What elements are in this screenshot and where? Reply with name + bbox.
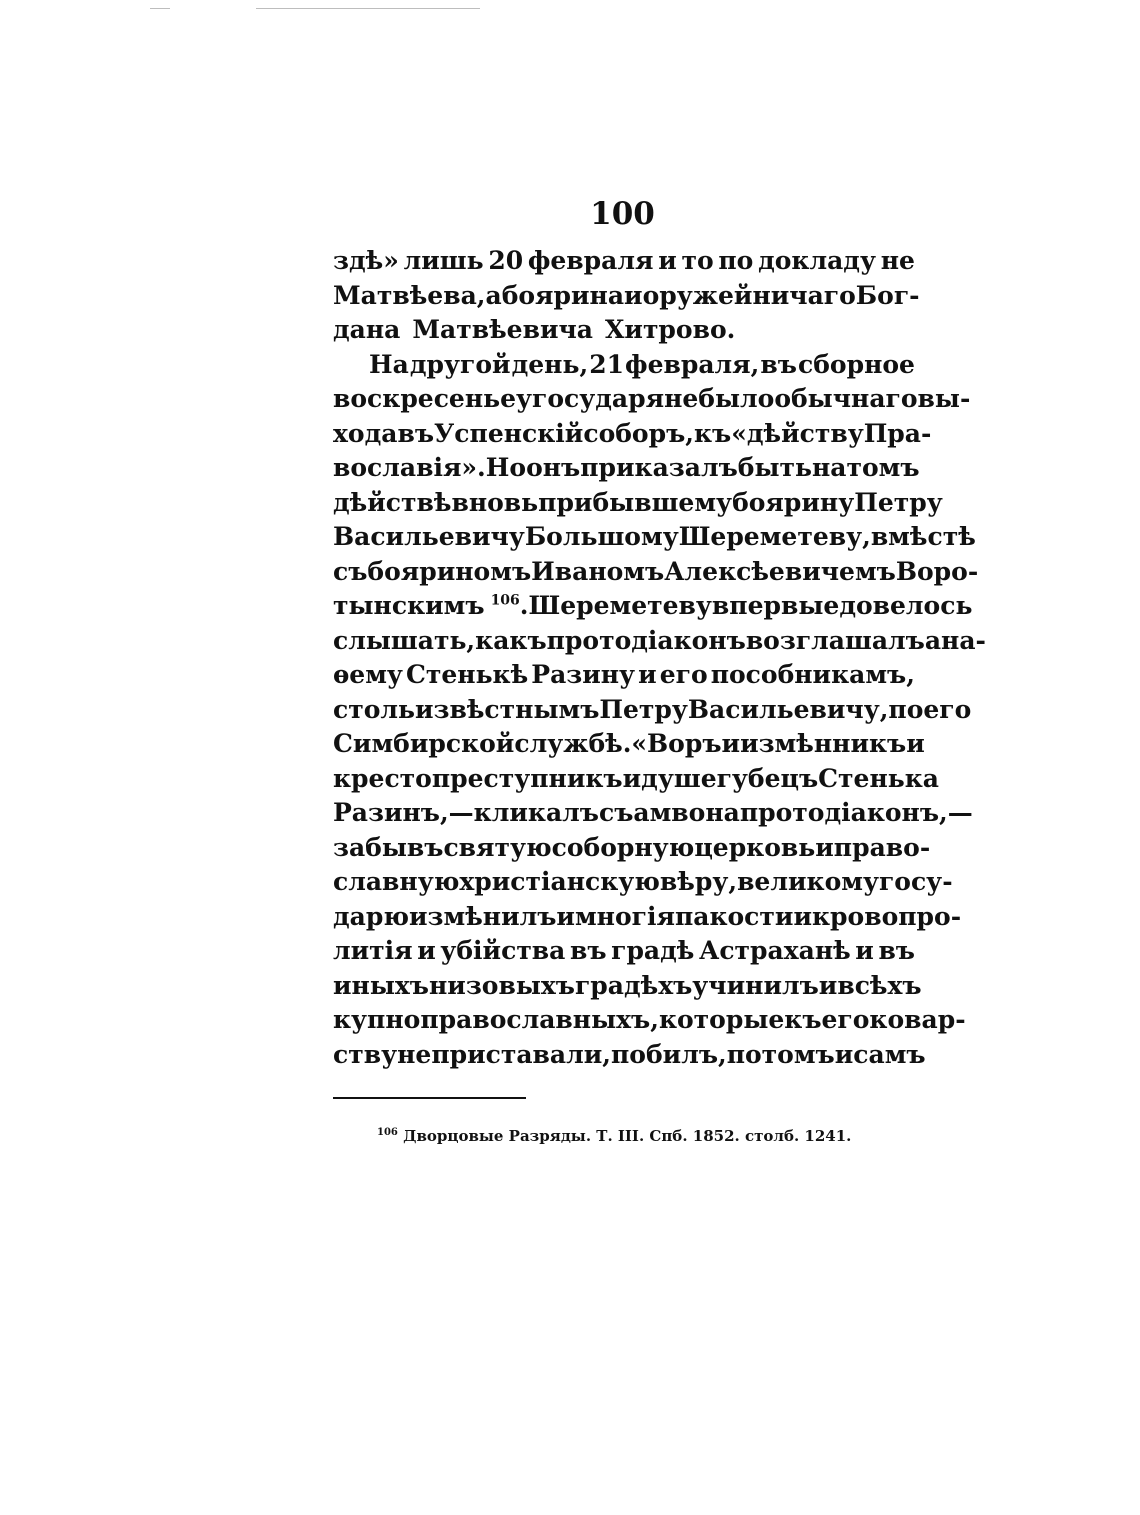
word: воскресенье bbox=[333, 384, 517, 413]
word: по bbox=[888, 694, 924, 724]
word: въ bbox=[878, 936, 915, 965]
word: право- bbox=[833, 832, 931, 862]
word: соборъ, bbox=[583, 418, 694, 448]
word: Иваномъ bbox=[531, 556, 665, 586]
word: и bbox=[622, 763, 642, 793]
text-line bbox=[333, 1003, 966, 1038]
word: прибывшему bbox=[538, 487, 733, 517]
word: бояриномъ bbox=[367, 556, 532, 586]
word: Но bbox=[485, 453, 527, 482]
word: забывъ bbox=[333, 832, 444, 862]
word: не bbox=[664, 384, 699, 413]
word: славную bbox=[333, 867, 460, 896]
word: православныхъ, bbox=[420, 1005, 659, 1034]
text-line bbox=[333, 796, 973, 831]
word: какъ bbox=[475, 625, 547, 655]
word: здѣ» bbox=[333, 246, 399, 275]
word: ѳему bbox=[333, 660, 403, 689]
word: ана- bbox=[924, 625, 986, 655]
word: побилъ, bbox=[611, 1039, 727, 1069]
word: онъ bbox=[526, 453, 581, 482]
word: великому bbox=[737, 867, 879, 896]
text-line bbox=[333, 313, 915, 348]
word: докладу bbox=[758, 246, 876, 275]
word: столь bbox=[333, 694, 415, 724]
word: и bbox=[417, 936, 436, 965]
footnote-text: Дворцовые Разряды. Т. III. Спб. 1852. столб. 1241. bbox=[403, 1127, 852, 1145]
word: Бог- bbox=[855, 280, 920, 310]
word: Большому bbox=[524, 522, 679, 551]
word: тынскимъ bbox=[333, 591, 485, 620]
text-line bbox=[333, 693, 972, 728]
word: Петру bbox=[854, 487, 943, 517]
word: ковар- bbox=[869, 1005, 966, 1034]
word: душегубецъ bbox=[641, 763, 819, 793]
word: лишь bbox=[403, 246, 484, 275]
word: томъ bbox=[846, 453, 920, 482]
word: Стенька bbox=[818, 763, 939, 793]
word: вѣру, bbox=[659, 867, 738, 896]
word: и bbox=[556, 901, 575, 931]
word: впервые bbox=[711, 591, 840, 620]
word: Шереметеву bbox=[528, 591, 712, 620]
word: его bbox=[821, 1005, 870, 1034]
word: въ bbox=[397, 418, 435, 448]
text-line bbox=[333, 865, 953, 900]
word: дѣйствѣ bbox=[333, 487, 452, 517]
word: которые bbox=[658, 1005, 785, 1034]
word: слышать, bbox=[333, 625, 476, 655]
word: пакости bbox=[674, 901, 794, 931]
scan-artifact bbox=[150, 8, 170, 9]
word: соборную bbox=[551, 832, 695, 862]
word: пособникамъ, bbox=[710, 660, 915, 689]
text-line bbox=[333, 486, 943, 521]
word: а bbox=[485, 280, 502, 310]
word: февраля, bbox=[625, 349, 760, 379]
word: и bbox=[815, 832, 834, 862]
word: и bbox=[855, 936, 874, 965]
text-line bbox=[333, 727, 925, 762]
word: службѣ. bbox=[514, 729, 632, 758]
word: крестопреступникъ bbox=[333, 763, 623, 793]
text-line bbox=[333, 624, 986, 659]
word: ству bbox=[333, 1039, 398, 1069]
text-line bbox=[333, 1038, 926, 1073]
word: день, bbox=[511, 349, 589, 379]
word: извѣстнымъ bbox=[414, 694, 600, 724]
footnote bbox=[377, 1125, 851, 1147]
word: боярину bbox=[732, 487, 855, 517]
word: учинилъ bbox=[692, 970, 819, 1000]
word: измѣнилъ bbox=[408, 901, 557, 931]
text-line bbox=[333, 900, 962, 935]
word: «дѣйству bbox=[731, 418, 864, 448]
word: государя bbox=[532, 384, 665, 413]
word: съ bbox=[598, 798, 634, 827]
word: Шереметеву, bbox=[678, 522, 871, 551]
word: амвона bbox=[633, 798, 740, 827]
word: его bbox=[659, 660, 708, 689]
scan-artifact bbox=[256, 8, 480, 9]
word: вославія». bbox=[333, 453, 486, 482]
word: всѣхъ bbox=[837, 970, 922, 1000]
word: въ bbox=[760, 349, 797, 379]
page-number: 100 bbox=[590, 196, 655, 232]
word: На bbox=[369, 349, 409, 379]
body-text bbox=[333, 244, 986, 1072]
word: Васильевичу, bbox=[687, 694, 889, 724]
word: и bbox=[658, 246, 677, 275]
word: 20 bbox=[488, 246, 524, 275]
word: Алексѣевичемъ bbox=[664, 556, 896, 586]
word: госу- bbox=[878, 867, 953, 896]
word: дарю bbox=[333, 901, 409, 931]
word: литія bbox=[333, 936, 413, 965]
word: протодіаконъ,— bbox=[739, 798, 973, 827]
word: не bbox=[880, 246, 915, 275]
word: къ bbox=[784, 1005, 822, 1034]
text-line bbox=[333, 555, 979, 590]
text-line bbox=[333, 348, 915, 383]
word: потомъ bbox=[726, 1039, 835, 1069]
word: съ bbox=[333, 556, 368, 586]
word: не bbox=[397, 1039, 432, 1069]
word: кровопро- bbox=[811, 901, 962, 931]
word: по bbox=[718, 246, 754, 275]
word: самъ bbox=[853, 1039, 926, 1069]
footnote-reference: 106 bbox=[490, 592, 520, 609]
word: убійства bbox=[440, 936, 566, 965]
word: Матвѣева, bbox=[333, 280, 486, 310]
word: Матвѣевича bbox=[412, 315, 593, 344]
text-line bbox=[333, 934, 915, 969]
word: 21 bbox=[589, 349, 624, 379]
word: оружейничаго bbox=[642, 280, 856, 310]
word: его bbox=[923, 694, 972, 724]
word: Астраханѣ bbox=[698, 936, 851, 965]
word: градѣхъ bbox=[574, 970, 693, 1000]
word: быть bbox=[737, 453, 812, 482]
word: Успенскій bbox=[434, 418, 584, 448]
word: и bbox=[834, 1039, 854, 1069]
word: Стенькѣ bbox=[406, 660, 529, 689]
word: протодіаконъ bbox=[546, 625, 746, 655]
word: довелось bbox=[839, 591, 973, 620]
word: «Воръ bbox=[631, 729, 722, 758]
word: было bbox=[698, 384, 775, 413]
word: и bbox=[906, 729, 925, 758]
word: то bbox=[681, 246, 714, 275]
word: и bbox=[793, 901, 812, 931]
text-line bbox=[333, 417, 932, 452]
word: купно bbox=[333, 1005, 421, 1034]
word: градѣ bbox=[611, 936, 695, 965]
word: февраля bbox=[527, 246, 654, 275]
word: сборное bbox=[798, 349, 915, 379]
word: дана bbox=[333, 315, 401, 344]
word: на bbox=[811, 453, 847, 482]
word: Хитрово. bbox=[605, 315, 736, 344]
footnote-separator bbox=[333, 1097, 526, 1099]
footnote-number: 106 bbox=[377, 1127, 398, 1138]
word: возглашалъ bbox=[745, 625, 925, 655]
word: Воро- bbox=[895, 556, 979, 586]
word: Васильевичу bbox=[333, 522, 525, 551]
word: приставали, bbox=[431, 1039, 611, 1069]
word: христіанскую bbox=[459, 867, 660, 896]
word: у bbox=[516, 384, 533, 413]
text-line bbox=[333, 762, 939, 797]
text-line bbox=[333, 969, 922, 1004]
word: Пра- bbox=[863, 418, 932, 448]
word: и bbox=[818, 970, 838, 1000]
text-line bbox=[333, 279, 920, 314]
text-line bbox=[333, 658, 915, 693]
word: Разину bbox=[531, 660, 636, 689]
word: вы- bbox=[917, 384, 971, 413]
word: Петру bbox=[599, 694, 688, 724]
word: многія bbox=[574, 901, 675, 931]
text-line bbox=[333, 589, 973, 624]
word: низовыхъ bbox=[428, 970, 575, 1000]
word: Разинъ,—кликалъ bbox=[333, 798, 599, 827]
word: иныхъ bbox=[333, 970, 429, 1000]
word: Симбирской bbox=[333, 729, 515, 758]
word: хода bbox=[333, 418, 398, 448]
text-line bbox=[333, 520, 976, 555]
word: приказалъ bbox=[580, 453, 738, 482]
word: и bbox=[721, 729, 741, 758]
word: въ bbox=[569, 936, 607, 965]
word: . bbox=[519, 591, 529, 620]
word: боярина bbox=[501, 280, 625, 310]
word: вмѣстѣ bbox=[870, 522, 976, 551]
word-group bbox=[333, 589, 529, 624]
text-line bbox=[333, 244, 915, 279]
word: святую bbox=[443, 832, 552, 862]
word: и bbox=[624, 280, 643, 310]
word: измѣнникъ bbox=[740, 729, 907, 758]
word: и bbox=[638, 660, 657, 689]
word: другой bbox=[409, 349, 511, 379]
word: обычнаго bbox=[774, 384, 918, 413]
word: вновь bbox=[451, 487, 539, 517]
text-line bbox=[333, 831, 931, 866]
word: къ bbox=[693, 418, 732, 448]
text-line bbox=[333, 382, 971, 417]
word: церковь bbox=[694, 832, 816, 862]
text-line bbox=[333, 451, 920, 486]
